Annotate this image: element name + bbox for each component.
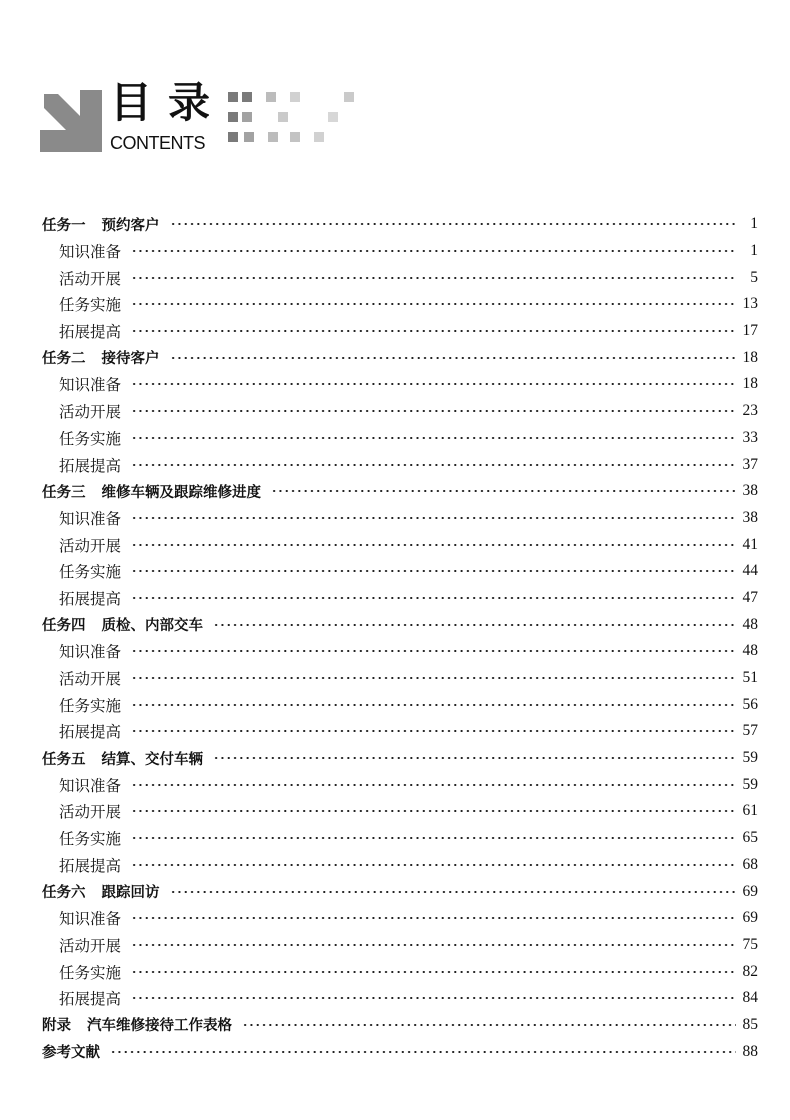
contents-header [40,78,440,160]
dot-leader [131,917,735,919]
entry-title: 汽车维修接待工作表格 [87,1018,232,1035]
entry-label [59,800,121,822]
page-number: 18 [742,348,758,366]
entry-title: 拓展提高 [59,856,122,875]
entry-label [59,587,121,609]
toc-subsection-entry[interactable] [42,264,758,291]
entry-title: 知识准备 [59,376,122,395]
entry-label [59,854,121,876]
task-number: 任务四 [42,618,86,635]
entry-title: 任务实施 [59,963,122,982]
page-number: 88 [742,1042,758,1060]
task-number: 附录 [42,1018,71,1035]
toc-subsection-entry[interactable] [42,958,758,985]
dot-leader [131,330,735,332]
dot-leader [213,757,736,759]
toc-subsection-entry[interactable] [42,638,758,665]
dot-leader [131,677,735,679]
toc-task-entry[interactable] [42,878,758,905]
entry-label [42,748,203,769]
toc-subsection-entry[interactable] [42,238,758,265]
page-number: 51 [742,669,758,687]
dot-leader [131,597,735,599]
page-number: 68 [742,855,758,873]
entry-title: 知识准备 [59,509,122,528]
toc-task-entry[interactable] [42,478,758,505]
entry-title: 活动开展 [59,936,122,955]
page-number: 56 [742,695,758,713]
dot-leader [242,1024,736,1026]
toc-subsection-entry[interactable] [42,318,758,345]
dot-leader [271,490,736,492]
toc-task-entry[interactable] [42,344,758,371]
page-number: 65 [742,829,758,847]
entry-label [59,560,121,582]
entry-title: 结算、交付车辆 [101,751,203,768]
toc-task-entry[interactable] [42,1038,758,1065]
entry-title: 活动开展 [59,403,122,422]
dot-leader [170,357,736,359]
entry-label [59,640,121,662]
dot-leader [131,864,735,866]
entry-title: 知识准备 [59,910,122,929]
entry-label [59,320,121,342]
dot-leader [213,624,736,626]
entry-title: 参考文献 [42,1045,100,1062]
page-number: 75 [742,935,758,953]
toc-subsection-entry[interactable] [42,585,758,612]
entry-label [42,347,160,368]
entry-label [42,1041,100,1062]
entry-label [59,293,121,315]
dot-leader [131,810,735,812]
entry-label [59,961,121,983]
dot-leader [131,997,735,999]
task-number: 任务一 [42,217,86,234]
page-number: 37 [742,455,758,473]
page-number: 57 [742,722,758,740]
page-number: 48 [742,615,758,633]
dot-leader [170,223,738,225]
dot-leader [131,383,735,385]
entry-title: 知识准备 [59,643,122,662]
arrow-down-right-icon [40,90,102,152]
entry-label [59,694,121,716]
entry-label [42,481,261,502]
toc-task-entry[interactable] [42,1012,758,1039]
page-number: 23 [742,402,758,420]
dot-leader [131,944,735,946]
page-number: 59 [742,749,758,767]
toc-subsection-entry[interactable] [42,852,758,879]
entry-label [42,214,160,235]
entry-label [59,267,121,289]
entry-title: 任务实施 [59,563,122,582]
toc-subsection-entry[interactable] [42,932,758,959]
dot-leader [131,517,735,519]
dot-leader [131,303,735,305]
dot-leader [131,784,735,786]
dot-leader [131,971,735,973]
entry-title: 任务实施 [59,696,122,715]
toc-subsection-entry[interactable] [42,371,758,398]
toc-task-entry[interactable] [42,611,758,638]
entry-label [59,373,121,395]
toc-subsection-entry[interactable] [42,505,758,532]
entry-label [59,400,121,422]
entry-label [59,534,121,556]
entry-label [59,427,121,449]
entry-label [59,774,121,796]
entry-label [59,907,121,929]
entry-title: 拓展提高 [59,456,122,475]
toc-subsection-entry[interactable] [42,558,758,585]
entry-title: 质检、内部交车 [101,618,203,635]
dot-leader [131,704,735,706]
entry-title: 任务实施 [59,296,122,315]
page-number: 59 [742,775,758,793]
page-number: 17 [742,322,758,340]
dot-leader [131,410,735,412]
entry-title: 知识准备 [59,243,122,262]
page-number: 5 [750,268,758,286]
toc-subsection-entry[interactable] [42,398,758,425]
entry-title: 活动开展 [59,536,122,555]
dot-leader [131,544,735,546]
toc-subsection-entry[interactable] [42,905,758,932]
dot-leader [131,837,735,839]
entry-label [59,720,121,742]
table-of-contents [42,211,758,1065]
toc-subsection-entry[interactable] [42,425,758,452]
toc-subsection-entry[interactable] [42,291,758,318]
page-number: 41 [742,535,758,553]
dot-leader [131,250,737,252]
entry-title: 跟踪回访 [101,885,160,902]
toc-subsection-entry[interactable] [42,825,758,852]
page-number: 69 [742,909,758,927]
page-number: 82 [742,962,758,980]
entry-label [42,881,160,902]
page-number: 48 [742,642,758,660]
task-number: 任务二 [42,351,86,368]
page-number: 61 [742,802,758,820]
toc-subsection-entry[interactable] [42,665,758,692]
entry-title: 活动开展 [59,269,122,288]
entry-label [59,240,121,262]
entry-title: 预约客户 [101,217,160,234]
entry-label [59,987,121,1009]
entry-label [59,667,121,689]
page-number: 18 [742,375,758,393]
entry-label [42,1014,232,1035]
task-number: 任务五 [42,751,86,768]
page-number: 84 [742,989,758,1007]
entry-label [59,507,121,529]
toc-subsection-entry[interactable] [42,718,758,745]
entry-title: 拓展提高 [59,323,122,342]
page-number: 44 [742,562,758,580]
page-number: 47 [742,588,758,606]
entry-label [59,934,121,956]
dot-leader [131,277,737,279]
entry-title: 任务实施 [59,429,122,448]
entry-title: 拓展提高 [59,723,122,742]
entry-title: 知识准备 [59,776,122,795]
toc-subsection-entry[interactable] [42,451,758,478]
entry-title: 活动开展 [59,803,122,822]
entry-label [42,614,203,635]
dot-leader [170,891,736,893]
toc-subsection-entry[interactable] [42,691,758,718]
task-number: 任务三 [42,484,86,501]
toc-subsection-entry[interactable] [42,798,758,825]
toc-subsection-entry[interactable] [42,985,758,1012]
dot-leader [131,730,735,732]
entry-title: 维修车辆及跟踪维修进度 [101,484,261,501]
page-number: 1 [750,242,758,260]
entry-label [59,454,121,476]
page-number: 13 [742,295,758,313]
toc-subsection-entry[interactable] [42,531,758,558]
dot-leader [110,1051,736,1053]
toc-task-entry[interactable] [42,745,758,772]
page-number: 69 [742,882,758,900]
entry-title: 接待客户 [101,351,160,368]
toc-subsection-entry[interactable] [42,771,758,798]
task-number: 任务六 [42,885,86,902]
toc-task-entry[interactable] [42,211,758,238]
dot-leader [131,464,735,466]
dot-leader [131,570,735,572]
page-number: 33 [742,428,758,446]
page-number: 85 [742,1015,758,1033]
entry-title: 任务实施 [59,830,122,849]
dot-leader [131,437,735,439]
page-number: 38 [742,482,758,500]
page-title: 目录 [110,78,227,127]
page-number: 38 [742,508,758,526]
entry-title: 活动开展 [59,670,122,689]
dot-leader [131,650,735,652]
entry-title: 拓展提高 [59,990,122,1009]
page-number: 1 [750,215,758,233]
entry-label [59,827,121,849]
page-subtitle: CONTENTS [110,133,205,153]
entry-title: 拓展提高 [59,589,122,608]
